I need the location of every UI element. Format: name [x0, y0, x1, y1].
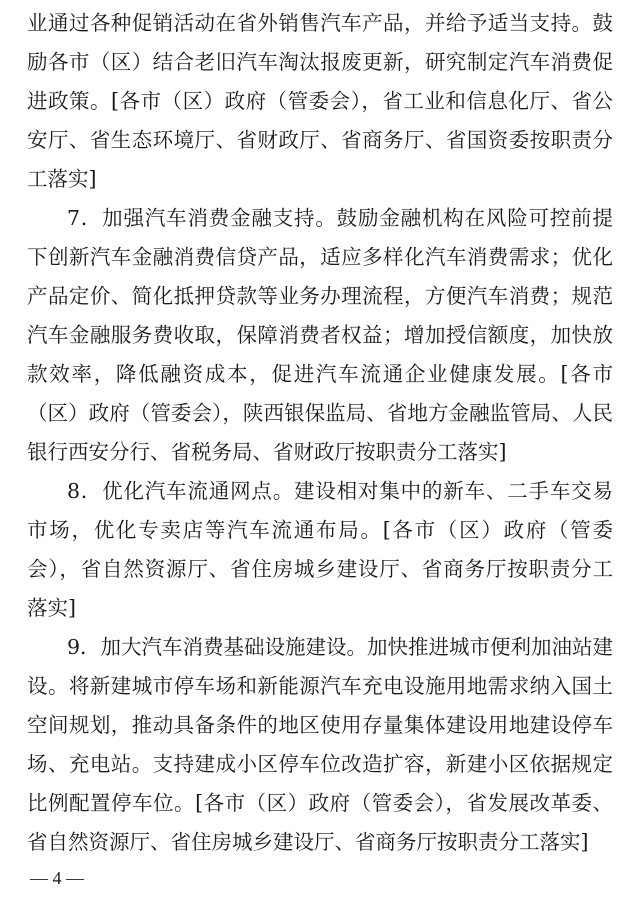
paragraph-line: 业通过各种促销活动在省外销售汽车产品，并给予适当支持。鼓 [27, 11, 613, 35]
paragraph-line: 设。将新建城市停车场和新能源汽车充电设施用地需求纳入国土 [27, 674, 613, 698]
paragraph-line: 市场，优化专卖店等汽车流通布局。[各市（区）政府（管委 [27, 518, 613, 542]
paragraph-line: 会），省自然资源厅、省住房城乡建设厅、省商务厅按职责分工 [27, 557, 613, 581]
item-7-heading-line: 7．加强汽车消费金融支持。鼓励金融机构在风险可控前提 [67, 206, 613, 230]
paragraph-line: 安厅、省生态环境厅、省财政厅、省商务厅、省国资委按职责分 [27, 128, 613, 152]
paragraph-line: 比例配置停车位。[各市（区）政府（管委会），省发展改革委、 [27, 791, 613, 815]
paragraph-line: 进政策。[各市（区）政府（管委会），省工业和信息化厅、省公 [27, 89, 613, 113]
paragraph-line: 工落实] [27, 167, 97, 191]
paragraph-line: 款效率，降低融资成本，促进汽车流通企业健康发展。[各市 [27, 362, 613, 386]
paragraph-line: （区）政府（管委会），陕西银保监局、省地方金融监管局、人民 [27, 401, 613, 425]
paragraph-line: 励各市（区）结合老旧汽车淘汰报废更新，研究制定汽车消费促 [27, 50, 613, 74]
item-9-heading-line: 9．加大汽车消费基础设施建设。加快推进城市便利加油站建 [67, 635, 614, 659]
paragraph-line: 银行西安分行、省税务局、省财政厅按职责分工落实] [27, 440, 507, 464]
paragraph-line: 下创新汽车金融消费信贷产品，适应多样化汽车消费需求；优化 [27, 245, 613, 269]
page-number: — 4 — [30, 868, 84, 888]
paragraph-line: 汽车金融服务费收取，保障消费者权益；增加授信额度，加快放 [27, 323, 613, 347]
paragraph-line: 落实] [27, 596, 76, 620]
paragraph-line: 产品定价、简化抵押贷款等业务办理流程，方便汽车消费；规范 [27, 284, 613, 308]
paragraph-line: 场、充电站。支持建成小区停车位改造扩容，新建小区依据规定 [27, 752, 613, 776]
paragraph-line: 省自然资源厅、省住房城乡建设厅、省商务厅按职责分工落实] [27, 830, 589, 854]
item-8-heading-line: 8．优化汽车流通网点。建设相对集中的新车、二手车交易 [67, 479, 613, 503]
paragraph-line: 空间规划，推动具备条件的地区使用存量集体建设用地建设停车 [27, 713, 613, 737]
